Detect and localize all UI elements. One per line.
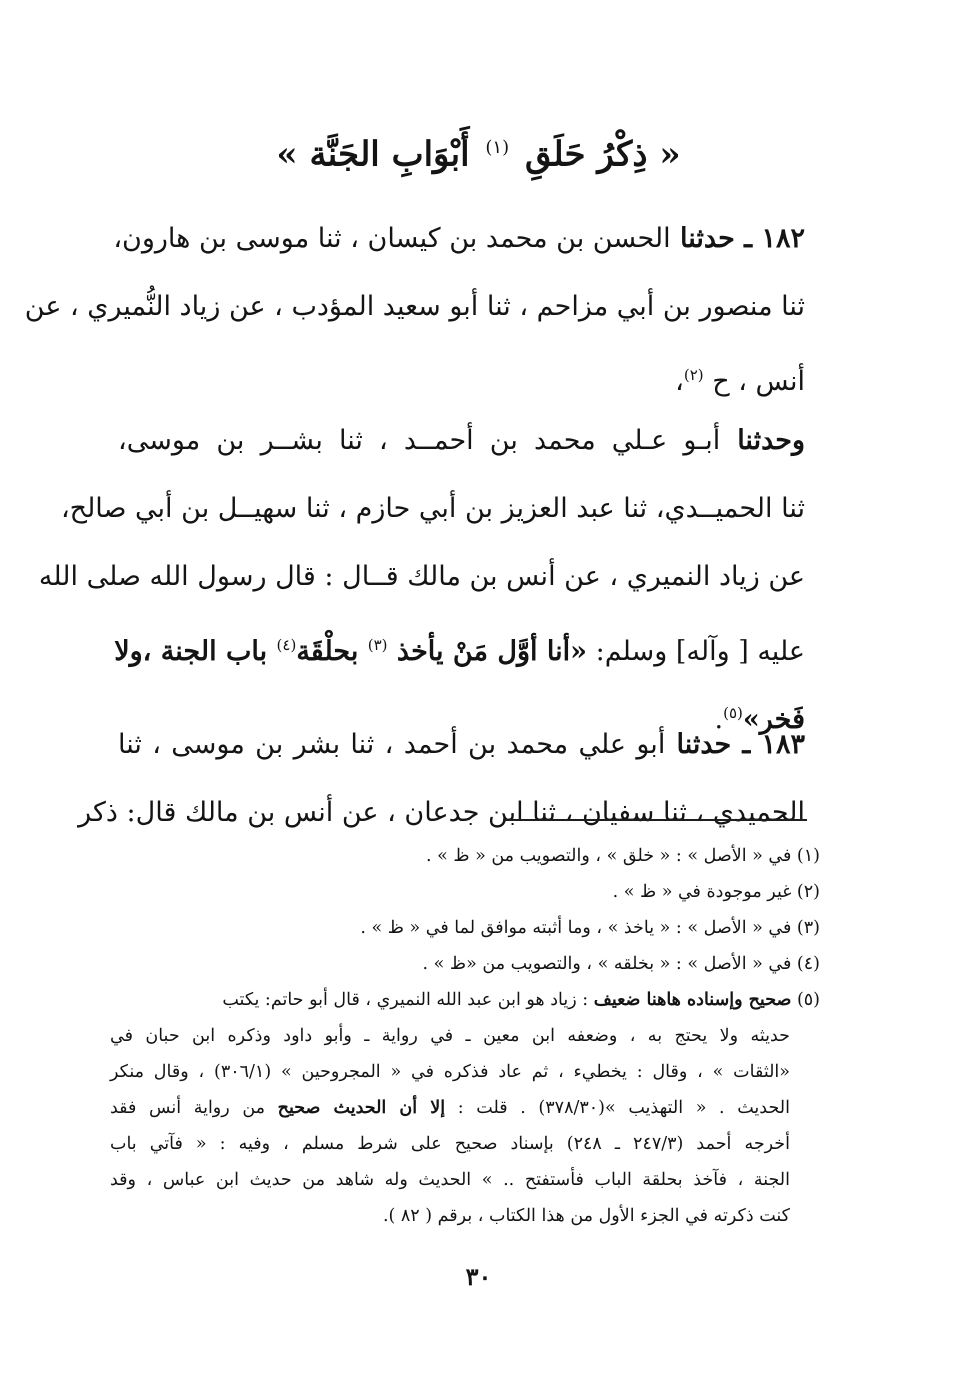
bold-text: فَخر»	[742, 704, 805, 735]
footnote-ref: (٥)	[723, 704, 743, 722]
footnote-5-line: «الثقات » ، وقال : يخطيء ، ثم عاد فذكره في « المجروحين » (٣٠٦/١) ، وقال منكر	[110, 1062, 790, 1082]
text-run: أنس ، ح	[703, 366, 805, 397]
text-line	[114, 611, 805, 679]
footnote-ref: (٤)	[276, 636, 297, 654]
footnote-5-line: الجنة ، فآخذ بحلقة الباب فأستفتح .. » الحديث وله شاهد من حديث ابن عباس ، وقد	[110, 1170, 790, 1190]
bold-text: «أنا أوَّل مَنْ يأخذ	[387, 636, 588, 667]
footnote-3: (٣) في « الأصل » : « ياخذ » ، وما أثبته موافق لما في « ظ » .	[360, 918, 820, 938]
text-run: عليه [ وآله] وسلم:	[587, 636, 805, 667]
text-line	[113, 205, 805, 273]
title-footnote-ref: (١)	[485, 137, 510, 158]
hadith-182-second-chain	[38, 407, 805, 747]
text-run: ثنا الحميــدي، ثنا عبد العزيز بن أبي حازم ، ثنا سهيــل بن أبي صالح،	[60, 493, 805, 524]
text-run: الحميدي ، ثنا سفيان ، ثنا ابن جدعان ، عن أنس بن مالك قال: ذكر	[78, 797, 805, 828]
footnote-1: (١) في « الأصل » : « خلق » ، والتصويب من « ظ » .	[425, 846, 820, 866]
text-run: أبـو عـلي محمد بن أحمــد ، ثنا بشــر بن موسى،	[118, 425, 721, 456]
text-run: .	[714, 704, 724, 735]
bold-text: ١٨٢ ـ حدثنا	[670, 223, 805, 254]
hadith-183	[78, 711, 805, 847]
text-run: أبو علي محمد بن أحمد ، ثنا بشر بن موسى ، ثنا	[118, 729, 666, 760]
footnotes	[110, 838, 820, 1234]
footnote-5-verdict: صحيح وإسناده هاهنا ضعيف	[593, 990, 792, 1010]
footnote-ref: (٢)	[683, 366, 704, 384]
text-line	[24, 273, 805, 341]
footnote-5-line: كنت ذكرته في الجزء الأول من هذا الكتاب ، برقم ( ٨٢ ).	[382, 1206, 790, 1226]
footnote-5-number: (٥)	[791, 990, 820, 1010]
footnote-5-text: : زياد هو ابن عبد الله النميري ، قال أبو حاتم: يكتب	[222, 990, 594, 1010]
page-number: ٣٠	[465, 1262, 492, 1291]
text-line	[78, 779, 805, 847]
footnote-5-line: حديثه ولا يحتج به ، وضعفه ابن معين ـ في رواية ـ وأبو داود وذكره ابن حبان في	[110, 1026, 790, 1046]
footnote-5-emphasis: إلا أن الحديث صحيح	[277, 1098, 446, 1118]
footnote-5-text: الحديث . « التهذيب »(٣٧٨/٣٠) . قلت :	[445, 1098, 790, 1118]
section-title	[0, 118, 957, 184]
text-line	[60, 475, 805, 543]
footnote-2: (٢) غير موجودة في « ظ » .	[612, 882, 820, 902]
text-run: الحسن بن محمد بن كيسان ، ثنا موسى بن هارون،	[113, 223, 671, 254]
bold-text: ١٨٣ ـ حدثنا	[665, 729, 805, 760]
text-run: عن زياد النميري ، عن أنس بن مالك قــال : قال رسول الله صلى الله	[38, 561, 805, 592]
text-line	[118, 711, 805, 779]
footnote-5	[110, 982, 820, 1018]
footnote-5-line: أخرجه أحمد (٢٤٧/٣ ـ ٢٤٨) بإسناد صحيح على شرط مسلم ، وفيه : « فآتي باب	[110, 1134, 790, 1154]
bold-text: بحلْقَة	[296, 636, 368, 667]
footnote-5-line	[110, 1090, 820, 1126]
footnote-separator	[503, 819, 807, 821]
title-text-after: أَبْوَابِ الجَنَّة »	[276, 134, 470, 175]
text-line	[118, 341, 805, 409]
hadith-182	[24, 205, 805, 409]
footnote-5-text: من رواية أنس فقد	[110, 1098, 278, 1118]
text-run: ثنا منصور بن أبي مزاحم ، ثنا أبو سعيد المؤدب ، عن زياد النُّميري ، عن	[24, 291, 805, 322]
title-text-before: « ذِكْرُ حَلَقِ	[524, 134, 681, 175]
footnote-4: (٤) في « الأصل » : « بخلقه » ، والتصويب من «ظ » .	[422, 954, 820, 974]
text-run: ،	[675, 366, 684, 397]
bold-text: وحدثنا	[720, 425, 805, 456]
text-line	[38, 543, 805, 611]
bold-text: باب الجنة ،ولا	[114, 636, 277, 667]
text-line	[118, 407, 805, 475]
footnote-ref: (٣)	[367, 636, 388, 654]
